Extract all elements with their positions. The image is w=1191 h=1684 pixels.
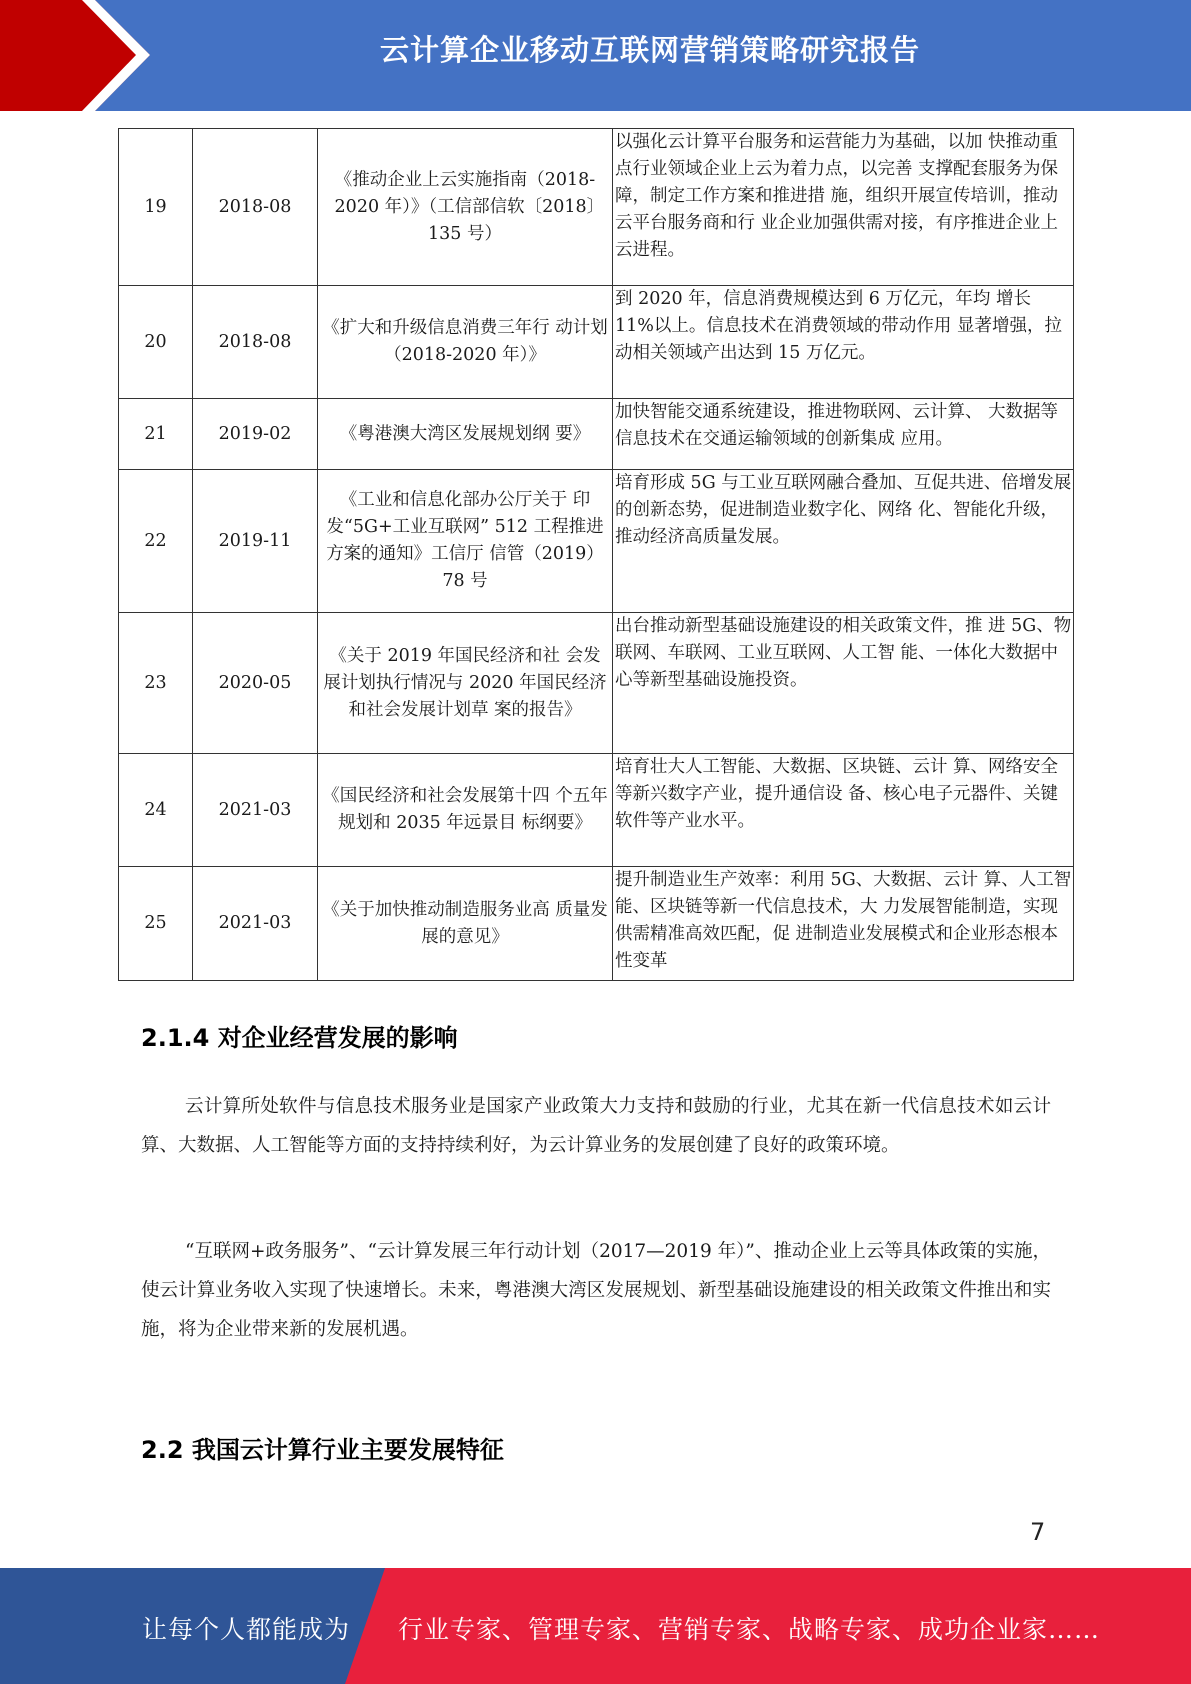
table-row: [119, 129, 1074, 286]
row-date: 2019-11: [193, 470, 318, 613]
policy-name: 《扩大和升级信息消费三年行 动计划（2018-2020 年）》: [318, 286, 613, 399]
policy-name: 《粤港澳大湾区发展规划纲 要》: [318, 399, 613, 470]
row-date: 2019-02: [193, 399, 318, 470]
row-date: 2020-05: [193, 613, 318, 754]
policy-content: 加快智能交通系统建设，推进物联网、云计算、 大数据等信息技术在交通运输领域的创新集成 应用。: [613, 399, 1074, 470]
policy-content: 培育形成 5G 与工业互联网融合叠加、互促共进、倍增发展的创新态势，促进制造业数字化、网络 化、智能化升级，推动经济高质量发展。: [613, 470, 1074, 613]
row-date: 2021-03: [193, 754, 318, 867]
body-paragraph: “互联网+政务服务”、“云计算发展三年行动计划（2017—2019 年）”、推动企业上云等具体政策的实施，使云计算业务收入实现了快速增长。未来，粤港澳大湾区发展规划、新型基础设施建设的相关政策文件推出和实施，将为企业带来新的发展机遇。: [141, 1241, 1051, 1340]
row-number: 24: [119, 754, 193, 867]
row-date: 2018-08: [193, 129, 318, 286]
section-heading-2-1-4: 2.1.4 对企业经营发展的影响: [141, 1024, 458, 1052]
policy-content: 培育壮大人工智能、大数据、区块链、云计 算、网络安全等新兴数字产业，提升通信设 备、核心电子元器件、关键软件等产业水平。: [613, 754, 1074, 867]
row-number: 22: [119, 470, 193, 613]
row-date: 2021-03: [193, 867, 318, 981]
policy-content: 提升制造业生产效率：利用 5G、大数据、云计 算、人工智能、区块链等新一代信息技术，大 力发展智能制造，实现供需精准高效匹配，促 进制造业发展模式和企业形态根本性变革: [613, 867, 1074, 981]
table-row: [119, 399, 1074, 470]
page-header: [0, 0, 1191, 111]
row-number: 19: [119, 129, 193, 286]
report-title: 云计算企业移动互联网营销策略研究报告: [379, 33, 920, 67]
table-row: [119, 470, 1074, 613]
policy-content: 以强化云计算平台服务和运营能力为基础，以加 快推动重点行业领域企业上云为着力点，以完善 支撑配套服务为保障，制定工作方案和推进措 施，组织开展宣传培训，推动云平台服务商和行 业企业加强供需对接，有序推进企业上云进程。: [613, 129, 1074, 286]
footer-slogan-right: 行业专家、管理专家、营销专家、战略专家、成功企业家……: [398, 1615, 1101, 1644]
row-number: 23: [119, 613, 193, 754]
policy-name: 《国民经济和社会发展第十四 个五年规划和 2035 年远景目 标纲要》: [318, 754, 613, 867]
table-row: [119, 867, 1074, 981]
table-row: [119, 754, 1074, 867]
policy-name: 《关于 2019 年国民经济和社 会发展计划执行情况与 2020 年国民经济和社会发展计划草 案的报告》: [318, 613, 613, 754]
policy-name: 《工业和信息化部办公厅关于 印发“5G+工业互联网” 512 工程推进方案的通知》工信厅 信管（2019） 78 号: [318, 470, 613, 613]
row-number: 25: [119, 867, 193, 981]
footer-slogan-left: 让每个人都能成为: [142, 1615, 351, 1644]
policy-content: 到 2020 年，信息消费规模达到 6 万亿元，年均 增长 11%以上。信息技术在消费领域的带动作用 显著增强，拉动相关领域产出达到 15 万亿元。: [613, 286, 1074, 399]
row-date: 2018-08: [193, 286, 318, 399]
page-footer: [0, 1568, 1191, 1684]
row-number: 20: [119, 286, 193, 399]
page-number: 7: [1030, 1518, 1046, 1546]
body-paragraph: 云计算所处软件与信息技术服务业是国家产业政策大力支持和鼓励的行业，尤其在新一代信息技术如云计算、大数据、人工智能等方面的支持持续利好，为云计算业务的发展创建了良好的政策环境。: [141, 1096, 1051, 1156]
table-row: [119, 613, 1074, 754]
policy-name: 《关于加快推动制造服务业高 质量发展的意见》: [318, 867, 613, 981]
policy-name: 《推动企业上云实施指南（2018-2020 年）》（工信部信软〔2018〕 135 号）: [318, 129, 613, 286]
section-heading-2-2: 2.2 我国云计算行业主要发展特征: [141, 1436, 504, 1464]
table-row: [119, 286, 1074, 399]
policy-table: [118, 128, 1074, 981]
policy-content: 出台推动新型基础设施建设的相关政策文件，推 进 5G、物联网、车联网、工业互联网、人工智 能、一体化大数据中心等新型基础设施投资。: [613, 613, 1074, 754]
row-number: 21: [119, 399, 193, 470]
